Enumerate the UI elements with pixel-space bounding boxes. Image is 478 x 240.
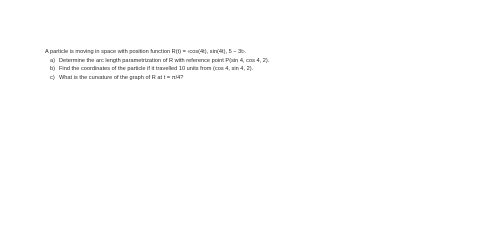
part-a	[45, 57, 465, 66]
part-c	[45, 74, 465, 83]
part-a-text: Determine the arc length parametrization of R with reference point P(sin 4, cos 4, 2).	[59, 57, 270, 64]
part-a-marker: a)	[50, 57, 56, 64]
problem-text	[45, 48, 465, 82]
part-c-marker: c)	[50, 74, 55, 81]
part-b	[45, 65, 465, 74]
problem-intro: A particle is moving in space with position function R(t) = ‹cos(4t), sin(4t), 5 − 3t›.	[45, 49, 247, 55]
part-b-marker: b)	[50, 66, 56, 73]
part-c-text: What is the curvature of the graph of R at t = π/4?	[59, 74, 184, 81]
part-b-text: Find the coordinates of the particle if it travelled 10 units from (cos 4, sin 4, 2).	[59, 66, 254, 73]
